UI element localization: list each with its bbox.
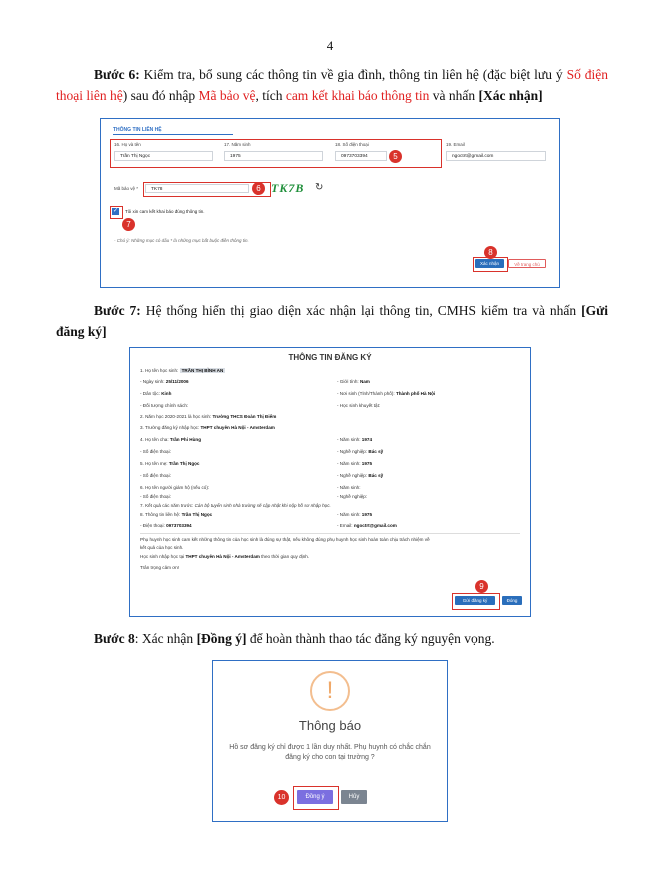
- commit-line-3: Học sinh nhập học tại THPT chuyên Hà Nội - Amsterdam theo thời gian quy định.: [140, 554, 310, 559]
- results-row: 7. Kết quả các năm trước: Cán bộ tuyển sinh nhà trường sẽ cập nhật khi nộp hồ sơ nhập học.: [140, 503, 331, 508]
- step-badge-7: 7: [122, 218, 135, 231]
- dialog-title: Thông báo: [298, 718, 362, 733]
- step6-text2: ) sau đó nhập: [122, 88, 199, 103]
- step8-bold: [Đồng ý]: [196, 631, 247, 646]
- contact-row: 8. Thông tin liên hệ: Trần Thị Ngọc: [140, 512, 213, 517]
- guardian-year-row: - Năm sinh:: [337, 485, 361, 490]
- target-school-row: 3. Trường đăng ký nhập học: THPT chuyên Hà Nội - Amsterdam: [140, 425, 275, 430]
- thanks-line: Trân trọng cảm ơn!: [140, 565, 180, 570]
- step-badge-9: 9: [475, 580, 488, 593]
- step6-red2: Mã bảo vệ: [198, 88, 256, 103]
- step-badge-10: 10: [274, 790, 289, 805]
- commit-checkbox[interactable]: ✓: [112, 208, 119, 214]
- guardian-phone-row: - Số điện thoại:: [140, 494, 171, 499]
- required-note: - Chú ý: Những mục có dấu * là những mục bắt buộc điền thông tin.: [114, 238, 249, 243]
- step8-text2: để hoàn thành thao tác đăng ký nguyện vọng.: [246, 631, 495, 646]
- dialog-message: Hồ sơ đăng ký chỉ được 1 lần duy nhất. Phụ huynh có chắc chắn đăng ký cho con tại trường ?: [229, 744, 431, 761]
- step6-bold: [Xác nhận]: [478, 88, 543, 103]
- gender-row: - Giới tính: Nam: [337, 379, 370, 384]
- step6-text3: , tích: [255, 88, 286, 103]
- mother-job-row: - Nghề nghiệp: Bác sỹ: [337, 473, 384, 478]
- dob-row: - Ngày sinh: 25/11/2006: [140, 379, 189, 384]
- father-year-row: - Năm sinh: 1974: [337, 437, 373, 442]
- registration-title: THÔNG TIN ĐĂNG KÝ: [288, 353, 372, 362]
- section-title: THÔNG TIN LIÊN HỆ: [113, 127, 162, 133]
- disabled-row: - Học sinh khuyết tật:: [337, 403, 381, 408]
- page-number: 4: [326, 38, 334, 53]
- student-name-row: 1. Họ tên học sinh: TRẦN THỊ BÌNH AN: [140, 368, 224, 373]
- step7-paragraph: [56, 300, 608, 342]
- cancel-button[interactable]: Hủy: [341, 790, 367, 804]
- contact-info-screenshot: [100, 118, 560, 288]
- phone-label: 18. Số điện thoại: [335, 142, 369, 147]
- mother-name-row: 5. Họ tên mẹ: Trần Thị Ngọc: [140, 461, 200, 466]
- agree-button[interactable]: Đồng ý: [297, 790, 333, 804]
- email-label: 19. Email: [446, 142, 465, 147]
- guardian-name-row: 6. Họ tên người giám hộ (nếu có):: [140, 485, 210, 490]
- guardian-job-row: - Nghề nghiệp:: [337, 494, 368, 499]
- name-label: 16. Họ và tên: [114, 142, 141, 147]
- step6-red1: Số điện thoại liên hệ: [56, 67, 608, 103]
- step-badge-8: 8: [484, 246, 497, 259]
- step8-text1: : Xác nhận: [134, 631, 197, 646]
- step6-red3: cam kết khai báo thông tin: [285, 88, 430, 103]
- commit-line-2: kết quả của học sinh.: [140, 545, 184, 550]
- ethnic-row: - Dân tộc: Kinh: [140, 391, 172, 396]
- step7-bold: [Gửi đăng ký]: [56, 303, 608, 339]
- close-button[interactable]: Đóng: [502, 596, 522, 605]
- father-job-row: - Nghề nghiệp: Bác sỹ: [337, 449, 384, 454]
- email-field[interactable]: ngoctrt@gmail.com: [446, 151, 546, 161]
- refresh-icon[interactable]: ↻: [315, 182, 324, 193]
- step-badge-6: 6: [252, 182, 265, 195]
- year-field[interactable]: 1975: [224, 151, 323, 161]
- confirm-button[interactable]: Xác nhận: [475, 259, 504, 268]
- step6-paragraph: [56, 64, 608, 106]
- commit-label: Tôi xin cam kết khai báo đúng thông tin.: [125, 209, 205, 214]
- step6-text1: Kiểm tra, bổ sung các thông tin về gia đình, thông tin liên hệ (đặc biệt lưu ý: [139, 67, 567, 82]
- captcha-label: Mã bảo vệ *: [114, 186, 139, 191]
- step8-paragraph: [56, 628, 608, 649]
- contact-year-row: - Năm sinh: 1975: [337, 512, 373, 517]
- contact-email-row: - Email: ngoctrt@gmail.com: [337, 523, 397, 528]
- mother-year-row: - Năm sinh: 1975: [337, 461, 373, 466]
- contact-phone-row: - Điện thoại: 0973703394: [140, 523, 192, 528]
- step8-label: Bước 8: [94, 631, 135, 646]
- registration-info-screenshot: [129, 347, 531, 617]
- section-underline: [113, 134, 233, 135]
- name-field[interactable]: Trần Thị Ngọc: [114, 151, 213, 161]
- captcha-input[interactable]: TK78: [145, 184, 249, 193]
- policy-row: - Đối tượng chính sách:: [140, 403, 189, 408]
- divider: [140, 533, 520, 534]
- home-button[interactable]: Về trang chủ: [508, 259, 546, 268]
- step6-label: Bước 6:: [94, 67, 140, 82]
- mother-phone-row: - Số điện thoại:: [140, 473, 171, 478]
- year-label: 17. Năm sinh: [224, 142, 251, 147]
- submit-registration-button[interactable]: Gửi đăng ký: [455, 596, 495, 605]
- step-badge-5: 5: [389, 150, 402, 163]
- father-phone-row: - Số điện thoại:: [140, 449, 171, 454]
- commit-line-1: Phụ huynh học sinh cam kết những thông tin của học sinh là đúng sự thật, nếu không đúng phụ huynh học sinh hoàn toàn chịu trách nhiệm về: [140, 537, 430, 542]
- step7-label: Bước 7:: [94, 303, 141, 318]
- step7-text1: Hệ thống hiển thị giao diện xác nhận lại thông tin, CMHS kiểm tra và nhấn: [140, 303, 582, 318]
- confirm-dialog-screenshot: [212, 660, 448, 822]
- warning-icon: !: [310, 671, 350, 711]
- captcha-image: TK7B: [271, 181, 305, 195]
- phone-field[interactable]: 0973703394: [335, 151, 387, 161]
- school-row: 2. Năm học 2020-2021 là học sinh: Trường THCS Đoàn Thị Điểm: [140, 414, 277, 419]
- step6-text4: và nhấn: [429, 88, 479, 103]
- father-name-row: 4. Họ tên cha: Trần Phi Hùng: [140, 437, 202, 442]
- birthplace-row: - Nơi sinh (Tỉnh/Thành phố): Thành phố Hà Nội: [337, 391, 436, 396]
